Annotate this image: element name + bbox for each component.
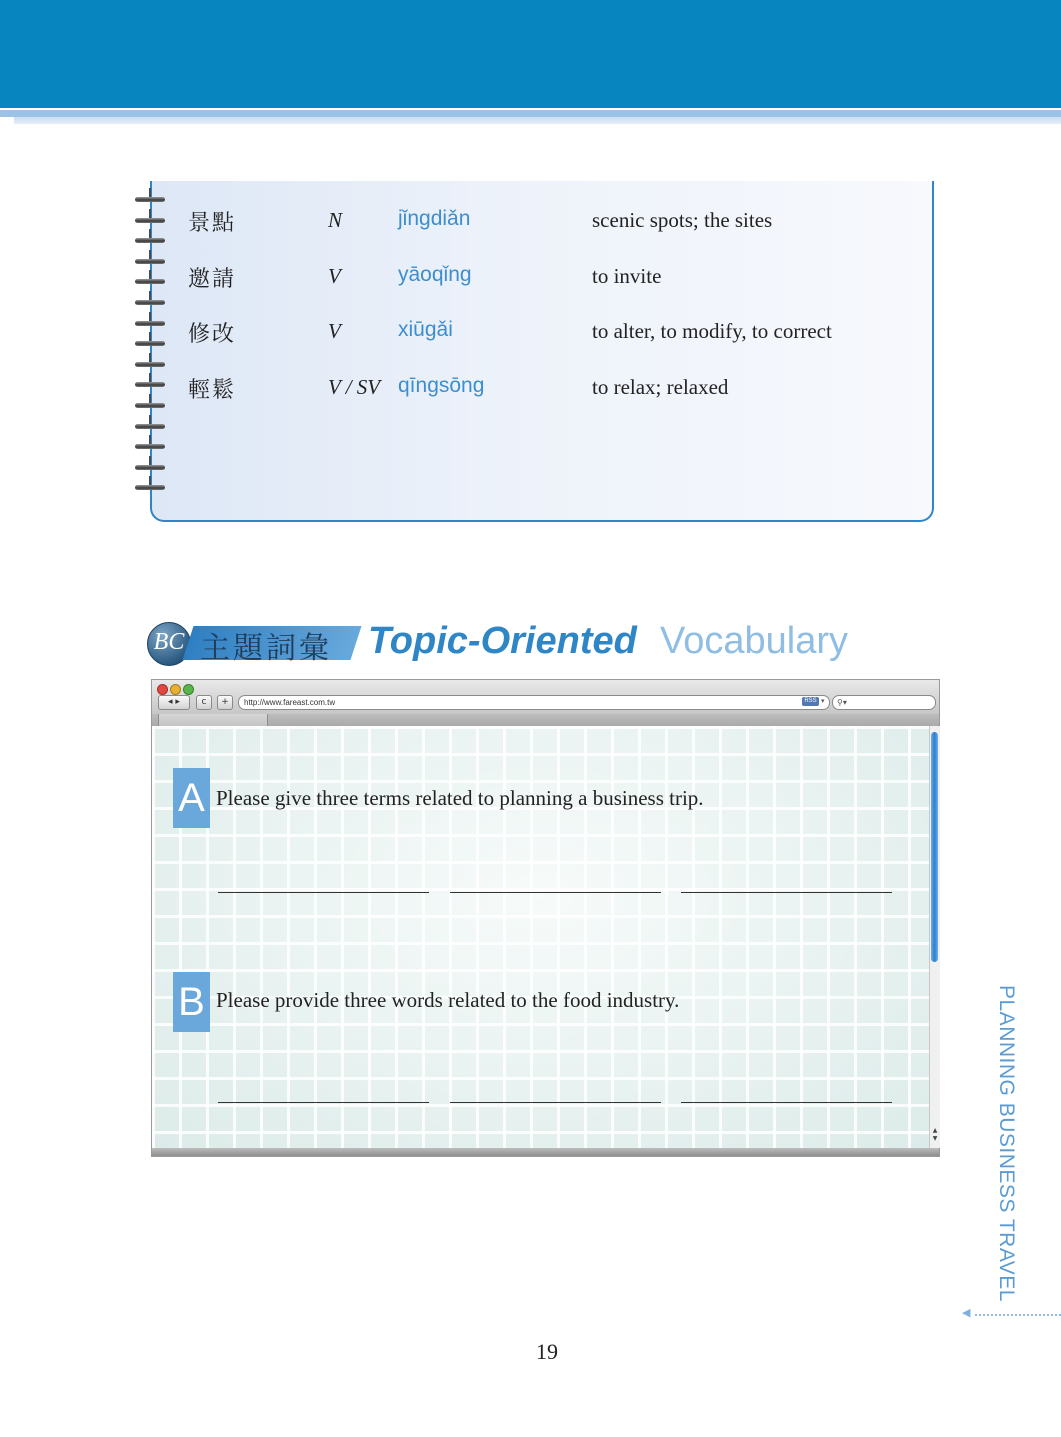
header-notch [0, 117, 14, 124]
vocab-hanzi: 景點 [188, 211, 237, 236]
browser-window [151, 679, 940, 1157]
browser-titlebar [152, 680, 939, 714]
vocab-row [0, 262, 1061, 302]
page-number: 19 [536, 1339, 558, 1364]
vocab-row [0, 206, 1061, 246]
vocab-english: to invite [592, 264, 662, 288]
vocab-hanzi: 邀請 [188, 267, 237, 292]
spiral-ring-icon [135, 482, 165, 494]
spiral-ring-icon [135, 441, 165, 453]
vocab-part-of-speech: V [328, 264, 341, 288]
address-text: http://www.fareast.com.tw [244, 698, 336, 707]
rss-dropdown-icon[interactable]: ▾ [821, 697, 825, 705]
spiral-ring-icon [135, 359, 165, 371]
vocab-pinyin: yāoqǐng [398, 263, 472, 286]
rss-badge[interactable]: RSS [802, 697, 819, 706]
vocab-part-of-speech: V [328, 319, 341, 343]
left-arrow-icon: ◀ [962, 1306, 971, 1319]
exercise-prompt: Please give three terms related to planning a business trip. [216, 786, 704, 810]
search-icon: ⚲▾ [837, 698, 847, 707]
vocab-pinyin: jǐngdiǎn [398, 207, 471, 230]
reload-button[interactable]: c [196, 695, 212, 710]
chapter-side-label: PLANNING BUSINESS TRAVEL [995, 985, 1018, 1302]
header-band [0, 0, 1061, 108]
browser-content [152, 726, 929, 1148]
scroll-up-icon[interactable]: ▲ [932, 1127, 938, 1134]
spiral-ring-icon [135, 462, 165, 474]
answer-blank[interactable] [218, 892, 429, 893]
logo-letters: BC [153, 629, 185, 655]
vocab-row [0, 317, 1061, 357]
exercise-prompt: Please provide three words related to the food industry. [216, 988, 680, 1012]
zoom-dot-icon[interactable] [183, 684, 194, 695]
answer-blank[interactable] [450, 1102, 661, 1103]
dotted-guide [975, 1314, 1061, 1316]
vocab-hanzi: 修改 [188, 322, 237, 347]
browser-bottom-bar [152, 1148, 939, 1156]
spiral-ring-icon [135, 421, 165, 433]
exercise-letter-badge: B [173, 972, 210, 1032]
browser-tab[interactable] [158, 714, 268, 726]
vertical-scrollbar[interactable] [929, 726, 940, 1148]
address-bar[interactable] [238, 695, 830, 710]
back-forward-button[interactable]: ◂ ▸ [158, 695, 190, 710]
vocab-english: to alter, to modify, to correct [592, 319, 832, 343]
vocab-english: scenic spots; the sites [592, 208, 773, 232]
answer-blank[interactable] [450, 892, 661, 893]
header-stripe [0, 108, 1061, 124]
exercise-letter-badge: A [173, 768, 210, 828]
vocab-part-of-speech: V / SV [328, 375, 381, 399]
vocab-row [0, 373, 1061, 413]
scrollbar-thumb[interactable] [931, 732, 938, 962]
search-input[interactable] [832, 695, 936, 710]
answer-blank[interactable] [218, 1102, 429, 1103]
tab-strip [152, 714, 939, 726]
vocab-pinyin: qīngsōng [398, 374, 485, 397]
section-title-bold: Topic-Oriented [368, 620, 637, 662]
answer-blank[interactable] [681, 1102, 892, 1103]
vocab-pinyin: xiūgǎi [398, 318, 453, 341]
vocab-english: to relax; relaxed [592, 375, 729, 399]
answer-blank[interactable] [681, 892, 892, 893]
minimize-dot-icon[interactable] [170, 684, 181, 695]
scroll-down-icon[interactable]: ▼ [932, 1135, 938, 1142]
section-title-light: Vocabulary [660, 620, 849, 662]
add-bookmark-button[interactable]: + [217, 695, 233, 710]
close-dot-icon[interactable] [157, 684, 168, 695]
vocab-part-of-speech: N [328, 208, 343, 232]
vocab-hanzi: 輕鬆 [188, 378, 237, 403]
section-title-chinese: 主題詞彙 [200, 631, 332, 666]
spiral-ring-icon [135, 194, 165, 206]
